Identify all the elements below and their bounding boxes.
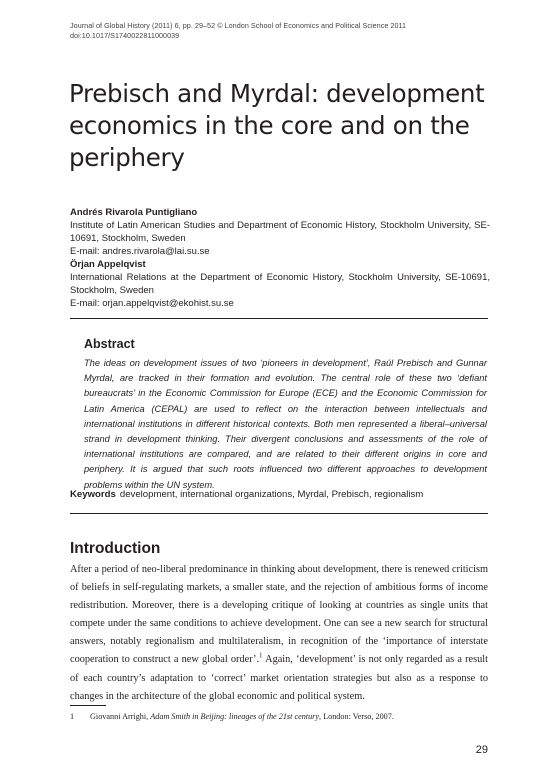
divider [70, 318, 488, 319]
abstract-text: The ideas on development issues of two ‘pioneers in development’, Raúl Prebisch and Gunnar Myrdal, are tracked in their formation and evolution. The central role of these two ‘defiant bureaucrats’ in the Economic Commission for Europe (ECE) and the Economic Commission for Latin America (CEPAL) are used to reflect on the interaction between intellectuals and international institutions in different historical contexts. Both men represented a liberal–universal strand in development thinking. Their divergent conclusions and assessments of the role of international institutions are compared, and are related to their different origins in core and periphery. It is argued that such roots influenced two different approaches to development problems within the UN system. [84, 358, 487, 490]
footnote-divider [70, 705, 106, 706]
footnote-author: Giovanni Arrighi, [90, 712, 151, 721]
keywords-text: development, international organizations, Myrdal, Prebisch, regionalism [119, 489, 424, 500]
abstract-heading: Abstract [84, 337, 135, 351]
author-email: E-mail: orjan.appelqvist@ekohist.su.se [70, 298, 234, 309]
paragraph-text: Again, ‘development’ is not only regarded as a result of each country’s adaptation to ‘correct’ market orientation strategies but also as a response to changes in the architecture of the global economic and political system. [70, 654, 488, 702]
abstract [84, 336, 487, 493]
section-heading: Introduction [70, 540, 161, 557]
author-block [70, 206, 490, 310]
footnote-reference[interactable]: 1 [259, 652, 263, 661]
journal-citation: Journal of Global History (2011) 6, pp. 29–52 © London School of Economics and Political Science 2011 [70, 21, 407, 30]
doi: doi:10.1017/S1740022811000039 [70, 31, 180, 40]
author-affiliation: International Relations at the Department of Economic History, Stockholm University, SE-10691, Stockholm, Sweden [70, 272, 490, 296]
keywords [70, 488, 490, 502]
author-name: Andrés Rivarola Puntigliano [70, 207, 198, 218]
footnote-publisher: , London: Verso, 2007. [319, 712, 394, 721]
author-email: E-mail: andres.rivarola@lai.su.se [70, 246, 210, 257]
paragraph-text: After a period of neo-liberal predominance in thinking about development, there is renewed criticism of beliefs in self-regulating markets, a smaller state, and the rejection of ambitious forms of income redistribution. Moreover, there is a developing critique of looking at countries as single units that compete under the same conditions to achieve development. One can see a new search for structural answers, notably regionalism and multilateralism, in recognition of the ‘importance of interstate cooperation to construct a new global order’. [70, 564, 488, 666]
journal-header [70, 21, 406, 41]
footnote-book-title: Adam Smith in Beijing: lineages of the 21st century [150, 712, 319, 721]
divider [70, 513, 488, 514]
body-paragraph [70, 561, 488, 706]
footnote-number: 1 [70, 712, 75, 721]
footnote [70, 711, 488, 722]
article-title: Prebisch and Myrdal: development economics in the core and on the periphery [69, 79, 485, 172]
page-number: 29 [475, 744, 488, 756]
author-name: Örjan Appelqvist [70, 259, 146, 270]
keywords-label: Keywords [70, 489, 116, 500]
author-affiliation: Institute of Latin American Studies and Department of Economic History, Stockholm University, SE-10691, Stockholm, Sweden [70, 220, 490, 244]
